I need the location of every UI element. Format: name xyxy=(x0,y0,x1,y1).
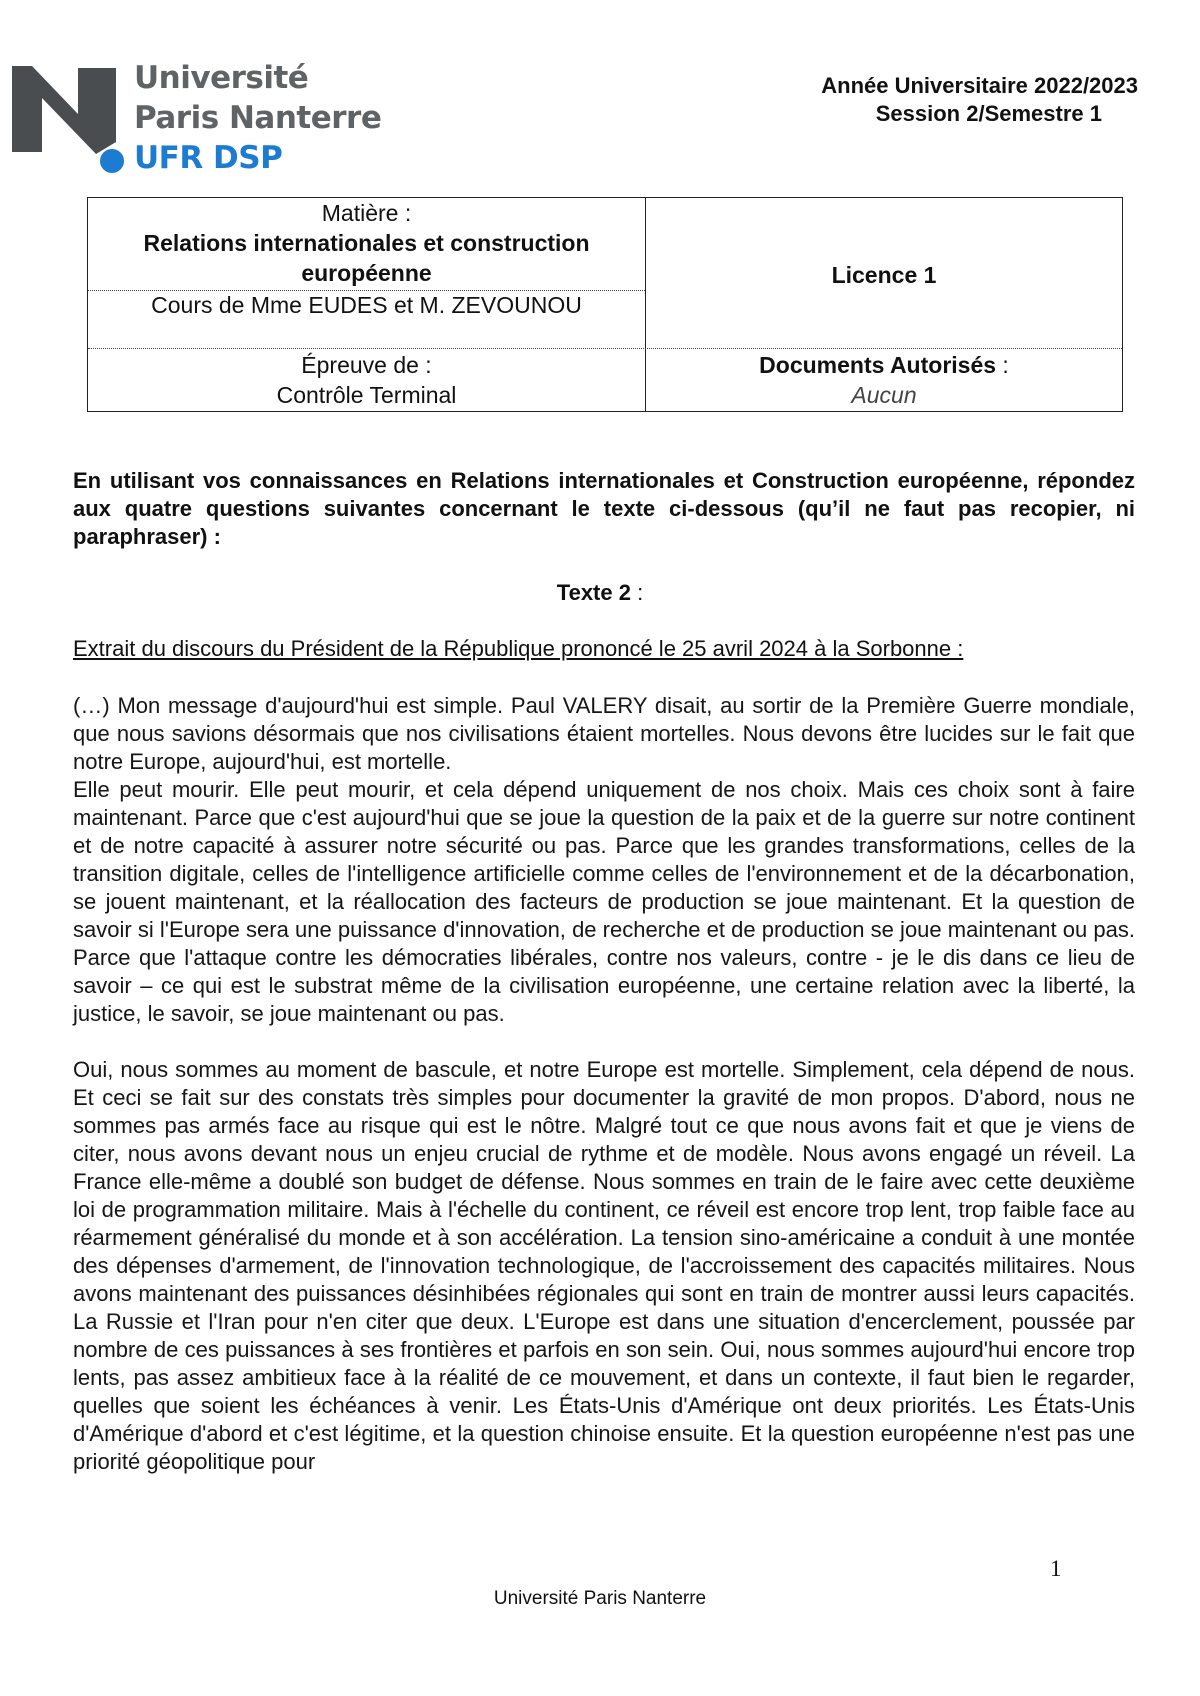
extrait-title: Extrait du discours du Président de la République prononcé le 25 avril 2024 à la Sorbonne : xyxy=(73,636,964,661)
documents-label: Documents Autorisés xyxy=(759,352,997,378)
niveau-cell: Licence 1 xyxy=(831,262,937,288)
speech-excerpt xyxy=(73,692,1135,1476)
matiere-cell xyxy=(88,198,645,288)
academic-year: Année Universitaire 2022/2023 xyxy=(821,73,1138,98)
paragraph: Oui, nous sommes au moment de bascule, et notre Europe est mortelle. Simplement, cela dépend de nous. Et ceci se fait sur des constats très simples pour documenter la gravité de mon propos. D'abord, nous ne sommes pas armés face au risque qui est le nôtre. Malgré tout ce que nous avons fait et que je viens de citer, nous avons devant nous un enjeu crucial de rythme et de modèle. Nous avons engagé un réveil. La France elle-même a doublé son budget de défense. Nous sommes en train de le faire avec cette deuxième loi de programmation militaire. Mais à l'échelle du continent, ce réveil est encore trop lent, trop faible face au réarmement généralisé du monde et à son accélération. La tension sino-américaine a conduit à une montée des dépenses d'armement, de l'innovation technologique, de l'accroissement des capacités militaires. Nous avons maintenant des puissances désinhibées régionales qui sont en train de montrer aussi leurs capacités. La Russie et l'Iran pour n'en citer que deux. L'Europe est dans une situation d'encerclement, poussée par nombre de ces puissances à ses frontières et parfois en son sein. Oui, nous sommes aujourd'hui encore trop lents, pas assez ambitieux face à la réalité de ce mouvement, et dans un contexte, il faut bien le regarder, quelles que soient les échéances à venir. Les États-Unis d'Amérique ont deux priorités. Les États-Unis d'Amérique d'abord et c'est légitime, et la question chinoise ensuite. Et la question européenne n'est pas une priorité géopolitique pour xyxy=(73,1057,1135,1474)
logo-text-paris-nanterre: Paris Nanterre xyxy=(134,100,382,136)
documents-cell xyxy=(646,350,1122,410)
nanterre-n-logo-icon xyxy=(12,66,116,156)
exam-info-table xyxy=(87,197,1123,412)
university-logo xyxy=(12,62,412,182)
paragraph: (…) Mon message d'aujourd'hui est simple. Paul VALERY disait, au sortir de la Première Guerre mondiale, que nous savions désormais que nos civilisations étaient mortelles. Nous devons être lucides sur le fait que notre Europe, aujourd'hui, est mortelle. xyxy=(73,693,1135,774)
epreuve-value: Contrôle Terminal xyxy=(276,382,457,408)
texte-heading xyxy=(0,580,1200,606)
table-row-divider xyxy=(88,348,1122,349)
logo-text-ufr-dsp: UFR DSP xyxy=(134,140,283,176)
texte-label: Texte 2 xyxy=(556,580,631,605)
logo-text-universite: Université xyxy=(134,60,309,96)
epreuve-label: Épreuve de : xyxy=(301,352,432,378)
epreuve-cell xyxy=(88,350,645,410)
documents-value: Aucun xyxy=(851,382,917,408)
texte-colon: : xyxy=(630,580,644,605)
paragraph: Elle peut mourir. Elle peut mourir, et cela dépend uniquement de nos choix. Mais ces choix sont à faire maintenant. Parce que c'est aujourd'hui que se joue la question de la paix et de la guerre sur notre continent et de notre capacité à assurer notre sécurité ou pas. Parce que les grandes transformations, celles de la transition digitale, celles de l'intelligence artificielle comme celles de l'environnement et de la décarbonation, se jouent maintenant, et la réallocation des facteurs de production se joue maintenant. Et la question de savoir si l'Europe sera une puissance d'innovation, de recherche et de production se joue maintenant ou pas. Parce que l'attaque contre les démocraties libérales, contre nos valeurs, contre - je le dis dans ce lieu de savoir – ce qui est le substrat même de la civilisation européenne, une certaine relation avec la liberté, la justice, le savoir, se joue maintenant ou pas. xyxy=(73,777,1135,1026)
matiere-label: Matière : xyxy=(321,200,412,226)
exam-instructions: En utilisant vos connaissances en Relations internationales et Construction européenne, répondez aux quatre questions suivantes concernant le texte ci-dessous (qu’il ne faut pas recopier, ni paraphraser) : xyxy=(73,468,1135,549)
academic-year-header xyxy=(821,72,1138,128)
page-number: 1 xyxy=(1050,1556,1062,1581)
cours-cell: Cours de Mme EUDES et M. ZEVOUNOU xyxy=(151,292,582,318)
documents-colon: : xyxy=(996,352,1009,378)
session-info: Session 2/Semestre 1 xyxy=(875,101,1102,126)
page-footer: Université Paris Nanterre xyxy=(493,1588,707,1609)
logo-dot-icon xyxy=(100,149,124,173)
matiere-value: Relations internationales et construction européenne xyxy=(143,230,590,286)
